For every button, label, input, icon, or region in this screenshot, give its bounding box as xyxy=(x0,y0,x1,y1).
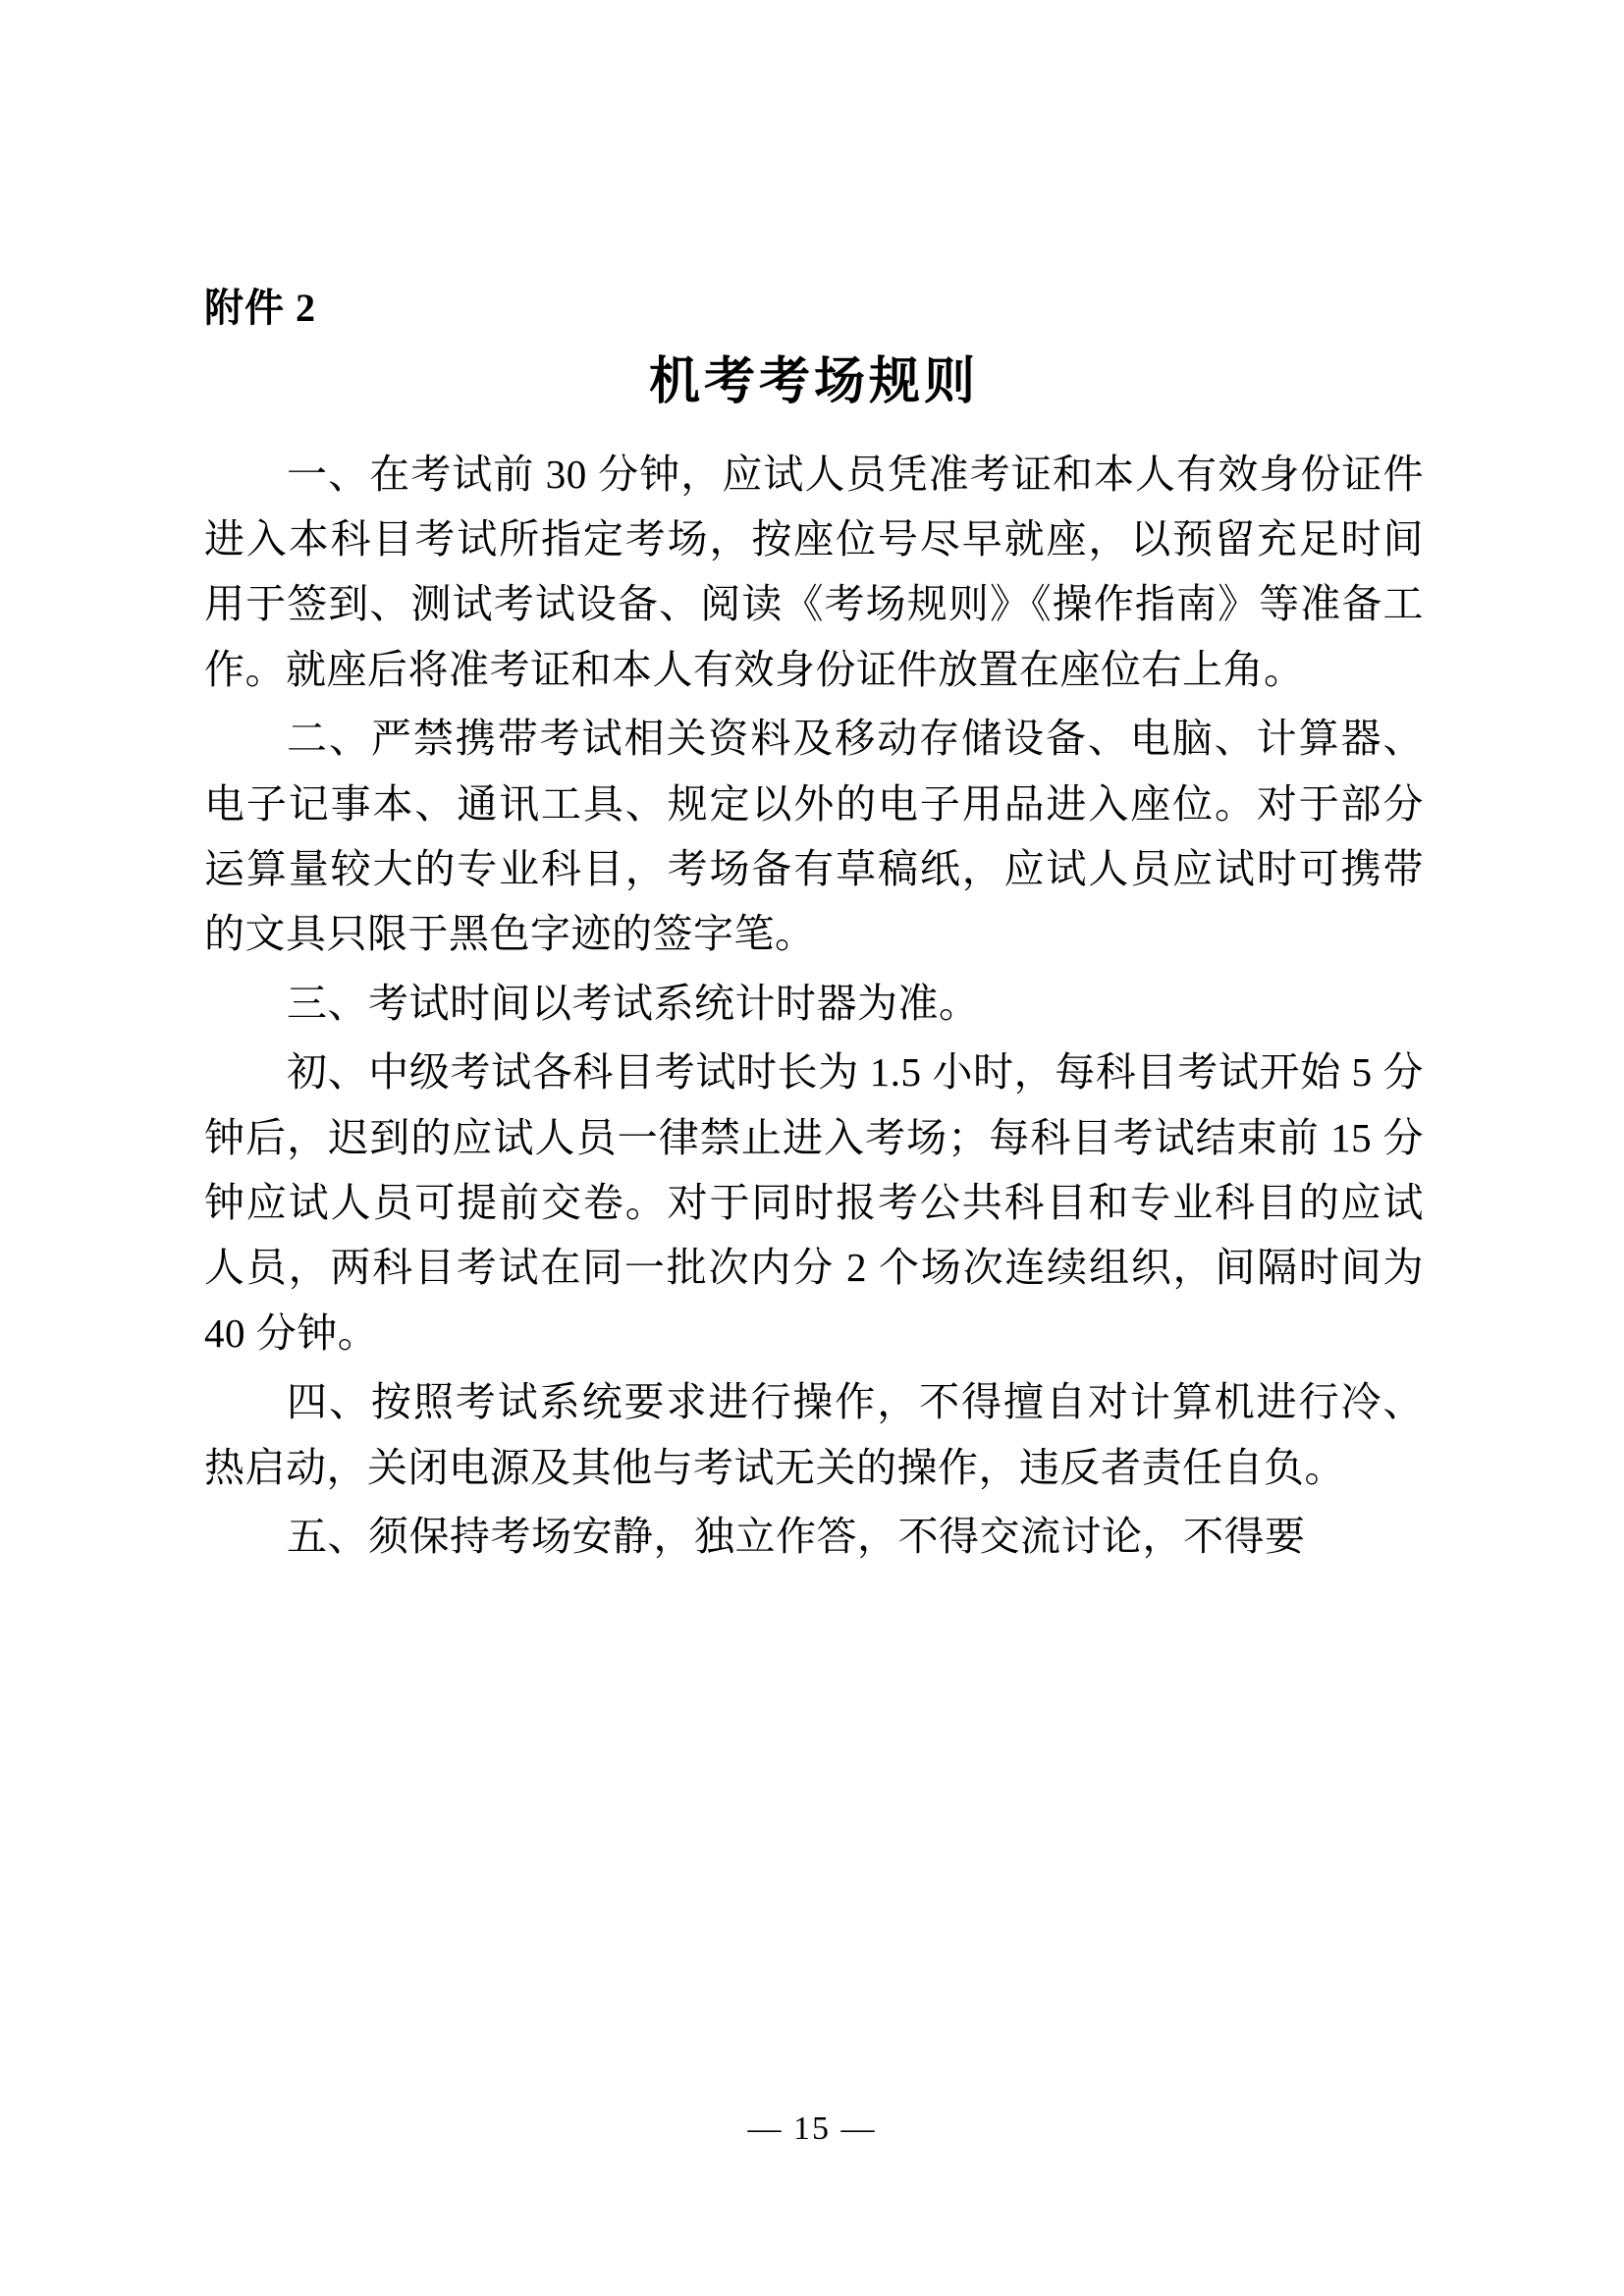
attachment-label: 附件 2 xyxy=(204,286,316,330)
paragraph-2: 二、严禁携带考试相关资料及移动存储设备、电脑、计算器、电子记事本、通讯工具、规定以外的电子用品进入座位。对于部分运算量较大的专业科目，考场备有草稿纸，应试人员应试时可携带的文具只限于黑色字迹的签字笔。 xyxy=(204,716,1424,957)
page-title: 机考考场规则 xyxy=(648,354,979,410)
paragraph-5: 四、按照考试系统要求进行操作，不得擅自对计算机进行冷、热启动，关闭电源及其他与考试无关的操作，违反者责任自负。 xyxy=(204,1379,1424,1490)
document-body xyxy=(204,285,1424,1574)
paragraph-4: 初、中级考试各科目考试时长为 1.5 小时，每科目考试开始 5 分钟后，迟到的应试人员一律禁止进入考场；每科目考试结束前 15 分钟应试人员可提前交卷。对于同时报考公共科目和专业科目的应试人员，两科目考试在同一批次内分 2 个场次连续组织，间隔时间为 40 分钟。 xyxy=(204,1049,1424,1356)
paragraph-1: 一、在考试前 30 分钟，应试人员凭准考证和本人有效身份证件进入本科目考试所指定考场，按座位号尽早就座，以预留充足时间用于签到、测试考试设备、阅读《考场规则》《操作指南》等准备工作。就座后将准考证和本人有效身份证件放置在座位右上角。 xyxy=(204,451,1424,692)
paragraph-6: 五、须保持考场安静，独立作答，不得交流讨论，不得要 xyxy=(287,1514,1306,1560)
paragraph-3: 三、考试时间以考试系统计时器为准。 xyxy=(287,980,980,1026)
page-number: — 15 — xyxy=(747,2110,877,2147)
